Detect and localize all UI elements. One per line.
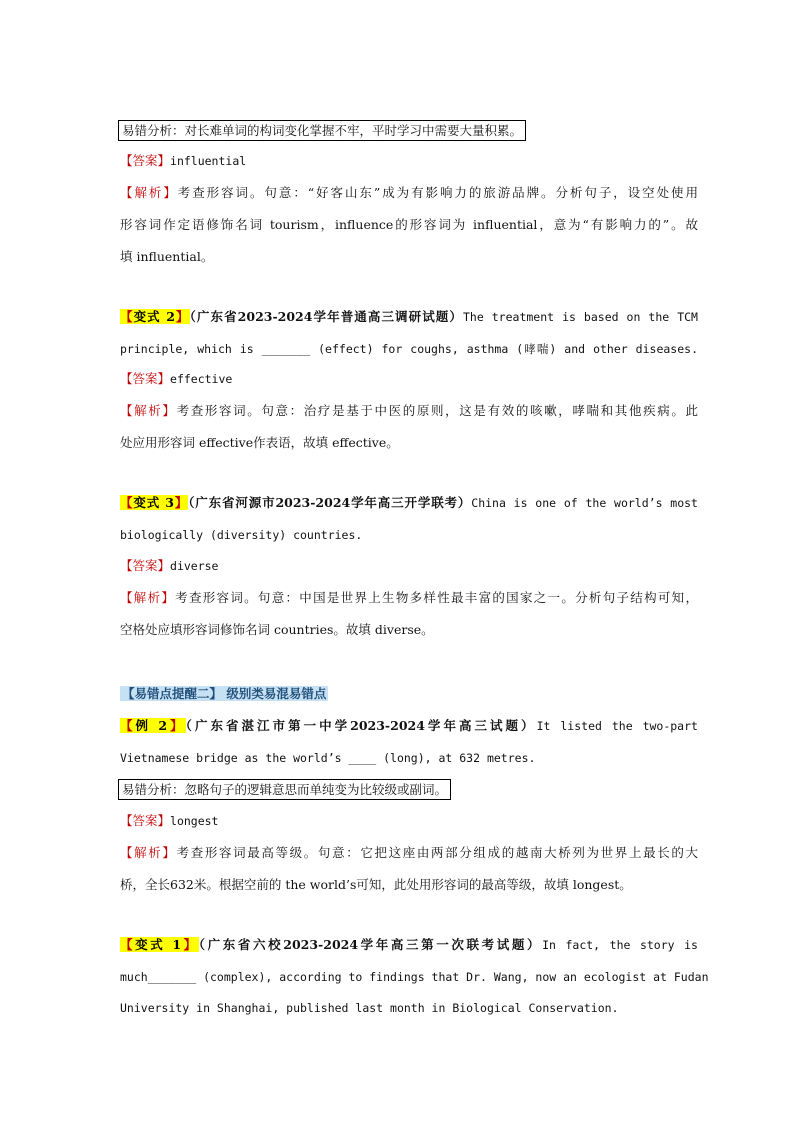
variant-label: 【变式 2】 xyxy=(120,309,190,324)
variant-question: The treatment is based on the TCM xyxy=(462,310,698,324)
variant-2-line-1 xyxy=(120,308,698,326)
answer-value: effective xyxy=(170,372,233,386)
variant-3-line-1 xyxy=(120,494,698,512)
variant-source: （广东省河源市2023-2024学年高三开学联考） xyxy=(188,495,472,510)
answer-label: 【答案】 xyxy=(120,813,171,828)
explanation-4-line-2: 桥，全长632米。根据空前的 the world’s可知，此处用形容词的最高等级，故填 longest。 xyxy=(120,877,632,892)
explanation-1-line-1 xyxy=(120,184,698,202)
answer-3 xyxy=(120,557,218,575)
variant-label: 【变式 1】 xyxy=(120,937,199,952)
answer-4 xyxy=(120,812,218,830)
explanation-text: 考查形容词。句意：“好客山东”成为有影响力的旅游品牌。分析句子，设空处使用 xyxy=(177,185,698,200)
error-analysis-text: 易错分析：忽略句子的逻辑意思而单纯变为比较级或副词。 xyxy=(122,782,448,797)
answer-label: 【答案】 xyxy=(120,558,171,573)
explanation-1-line-3: 填 influential。 xyxy=(120,249,214,264)
explanation-text: 考查形容词最高等级。句意：它把这座由两部分组成的越南大桥列为世界上最长的大 xyxy=(176,845,698,860)
tip-label: 【易错点提醒二】 级别类易混易错点 xyxy=(122,686,327,701)
answer-value: diverse xyxy=(170,559,219,573)
explanation-label: 【解析】 xyxy=(120,845,177,860)
example-2-line-2: Vietnamese bridge as the world’s ____ (long), at 632 metres. xyxy=(120,751,536,765)
explanation-2-line-1 xyxy=(120,402,698,420)
error-analysis-box-1 xyxy=(118,120,526,141)
example-question: It listed the two-part xyxy=(536,719,698,733)
error-analysis-text: 易错分析：对长难单词的构词变化掌握不牢，平时学习中需要大量积累。 xyxy=(122,123,523,138)
answer-label: 【答案】 xyxy=(120,371,171,386)
explanation-text: 考查形容词。句意：中国是世界上生物多样性最丰富的国家之一。分析句子结构可知， xyxy=(175,590,698,605)
variant-label: 【变式 3】 xyxy=(120,495,189,510)
explanation-1-line-2: 形容词作定语修饰名词 tourism，influence的形容词为 influential，意为“有影响力的”。故 xyxy=(120,217,698,232)
explanation-label: 【解析】 xyxy=(120,403,177,418)
example-label: 【例 2】 xyxy=(120,718,186,733)
answer-label: 【答案】 xyxy=(120,153,171,168)
explanation-4-line-1 xyxy=(120,844,698,862)
example-source: （广东省湛江市第一中学2023-2024学年高三试题） xyxy=(185,718,537,733)
explanation-2-line-2: 处应用形容词 effective作表语，故填 effective。 xyxy=(120,435,399,450)
answer-value: longest xyxy=(170,814,219,828)
example-2-line-1 xyxy=(120,717,698,735)
explanation-text: 考查形容词。句意：治疗是基于中医的原则，这是有效的咳嗽，哮喘和其他疾病。此 xyxy=(176,403,698,418)
explanation-label: 【解析】 xyxy=(120,590,176,605)
variant-3-line-2: biologically (diversity) countries. xyxy=(120,528,363,542)
explanation-3-line-1 xyxy=(120,589,698,607)
variant-1-line-2: much_______ (complex), according to findings that Dr. Wang, now an ecologist at Fudan xyxy=(120,970,709,984)
error-analysis-box-2 xyxy=(118,779,451,800)
variant-1-line-3: University in Shanghai, published last month in Biological Conservation. xyxy=(120,1001,619,1015)
answer-2 xyxy=(120,370,232,388)
variant-question: In fact, the story is xyxy=(542,938,698,952)
answer-value: influential xyxy=(170,154,247,168)
tip-heading-2 xyxy=(120,685,328,703)
answer-1 xyxy=(120,152,246,170)
explanation-label: 【解析】 xyxy=(120,185,178,200)
variant-question: China is one of the world’s most xyxy=(471,496,698,510)
variant-2-line-2: principle, which is _______ (effect) for coughs, asthma (哮喘) and other diseases. xyxy=(120,342,698,356)
variant-1-line-1 xyxy=(120,936,698,954)
variant-source: （广东省六校2023-2024学年高三第一次联考试题） xyxy=(198,937,543,952)
explanation-3-line-2: 空格处应填形容词修饰名词 countries。故填 diverse。 xyxy=(120,622,434,637)
variant-source: （广东省2023-2024学年普通高三调研试题） xyxy=(189,309,463,324)
